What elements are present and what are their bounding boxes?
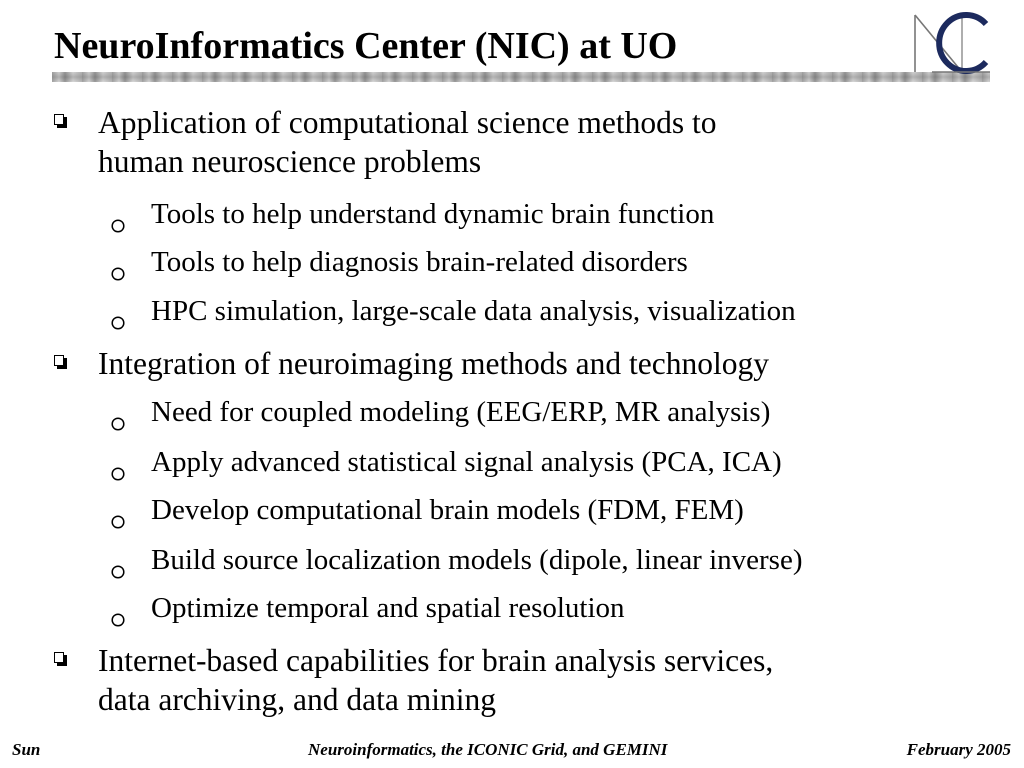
bullet-item-application — [54, 103, 716, 181]
circle-bullet-icon — [111, 467, 125, 481]
footer-talk-title: Neuroinformatics, the ICONIC Grid, and GEMINI — [308, 740, 668, 759]
sub-bullet-text: HPC simulation, large-scale data analysis, visualization — [151, 295, 796, 327]
sub-bullet-item — [111, 245, 688, 289]
shadow-box-bullet-icon — [54, 652, 67, 666]
sub-bullet-text: Need for coupled modeling (EEG/ERP, MR analysis) — [151, 396, 771, 428]
circle-bullet-icon — [111, 613, 125, 627]
sub-bullet-item — [111, 294, 796, 338]
circle-bullet-icon — [111, 565, 125, 579]
sub-bullet-text: Build source localization models (dipole, linear inverse) — [151, 544, 803, 576]
circle-bullet-icon — [111, 219, 125, 233]
bullet-text-line: human neuroscience problems — [98, 144, 482, 179]
circle-bullet-icon — [111, 515, 125, 529]
shadow-box-bullet-icon — [54, 355, 67, 369]
sub-bullet-item — [111, 445, 782, 489]
bullet-text-line: Application of computational science methods to — [98, 105, 717, 140]
sub-bullet-item — [111, 543, 803, 587]
sub-bullet-item — [111, 591, 625, 635]
sub-bullet-item — [111, 493, 744, 537]
bullet-text-line: data archiving, and data mining — [98, 682, 496, 717]
bullet-text-line: Internet-based capabilities for brain analysis services, — [98, 643, 774, 678]
sub-bullet-text: Optimize temporal and spatial resolution — [151, 592, 625, 624]
bullet-item-integration — [54, 344, 769, 383]
footer-author: Sun — [12, 740, 41, 759]
bullet-text-line: Integration of neuroimaging methods and technology — [98, 346, 769, 381]
bullet-item-internet — [54, 641, 773, 719]
slide-title: NeuroInformatics Center (NIC) at UO — [54, 25, 678, 67]
sub-bullet-text: Develop computational brain models (FDM, FEM) — [151, 494, 744, 526]
sub-bullet-item — [111, 395, 770, 439]
footer-date: February 2005 — [906, 740, 1011, 759]
shadow-box-bullet-icon — [54, 114, 67, 128]
circle-bullet-icon — [111, 316, 125, 330]
sub-bullet-text: Tools to help understand dynamic brain function — [151, 198, 715, 230]
circle-bullet-icon — [111, 267, 125, 281]
circle-bullet-icon — [111, 417, 125, 431]
sub-bullet-text: Apply advanced statistical signal analysis (PCA, ICA) — [151, 446, 782, 478]
sub-bullet-item — [111, 197, 714, 241]
sub-bullet-text: Tools to help diagnosis brain-related disorders — [151, 246, 688, 278]
